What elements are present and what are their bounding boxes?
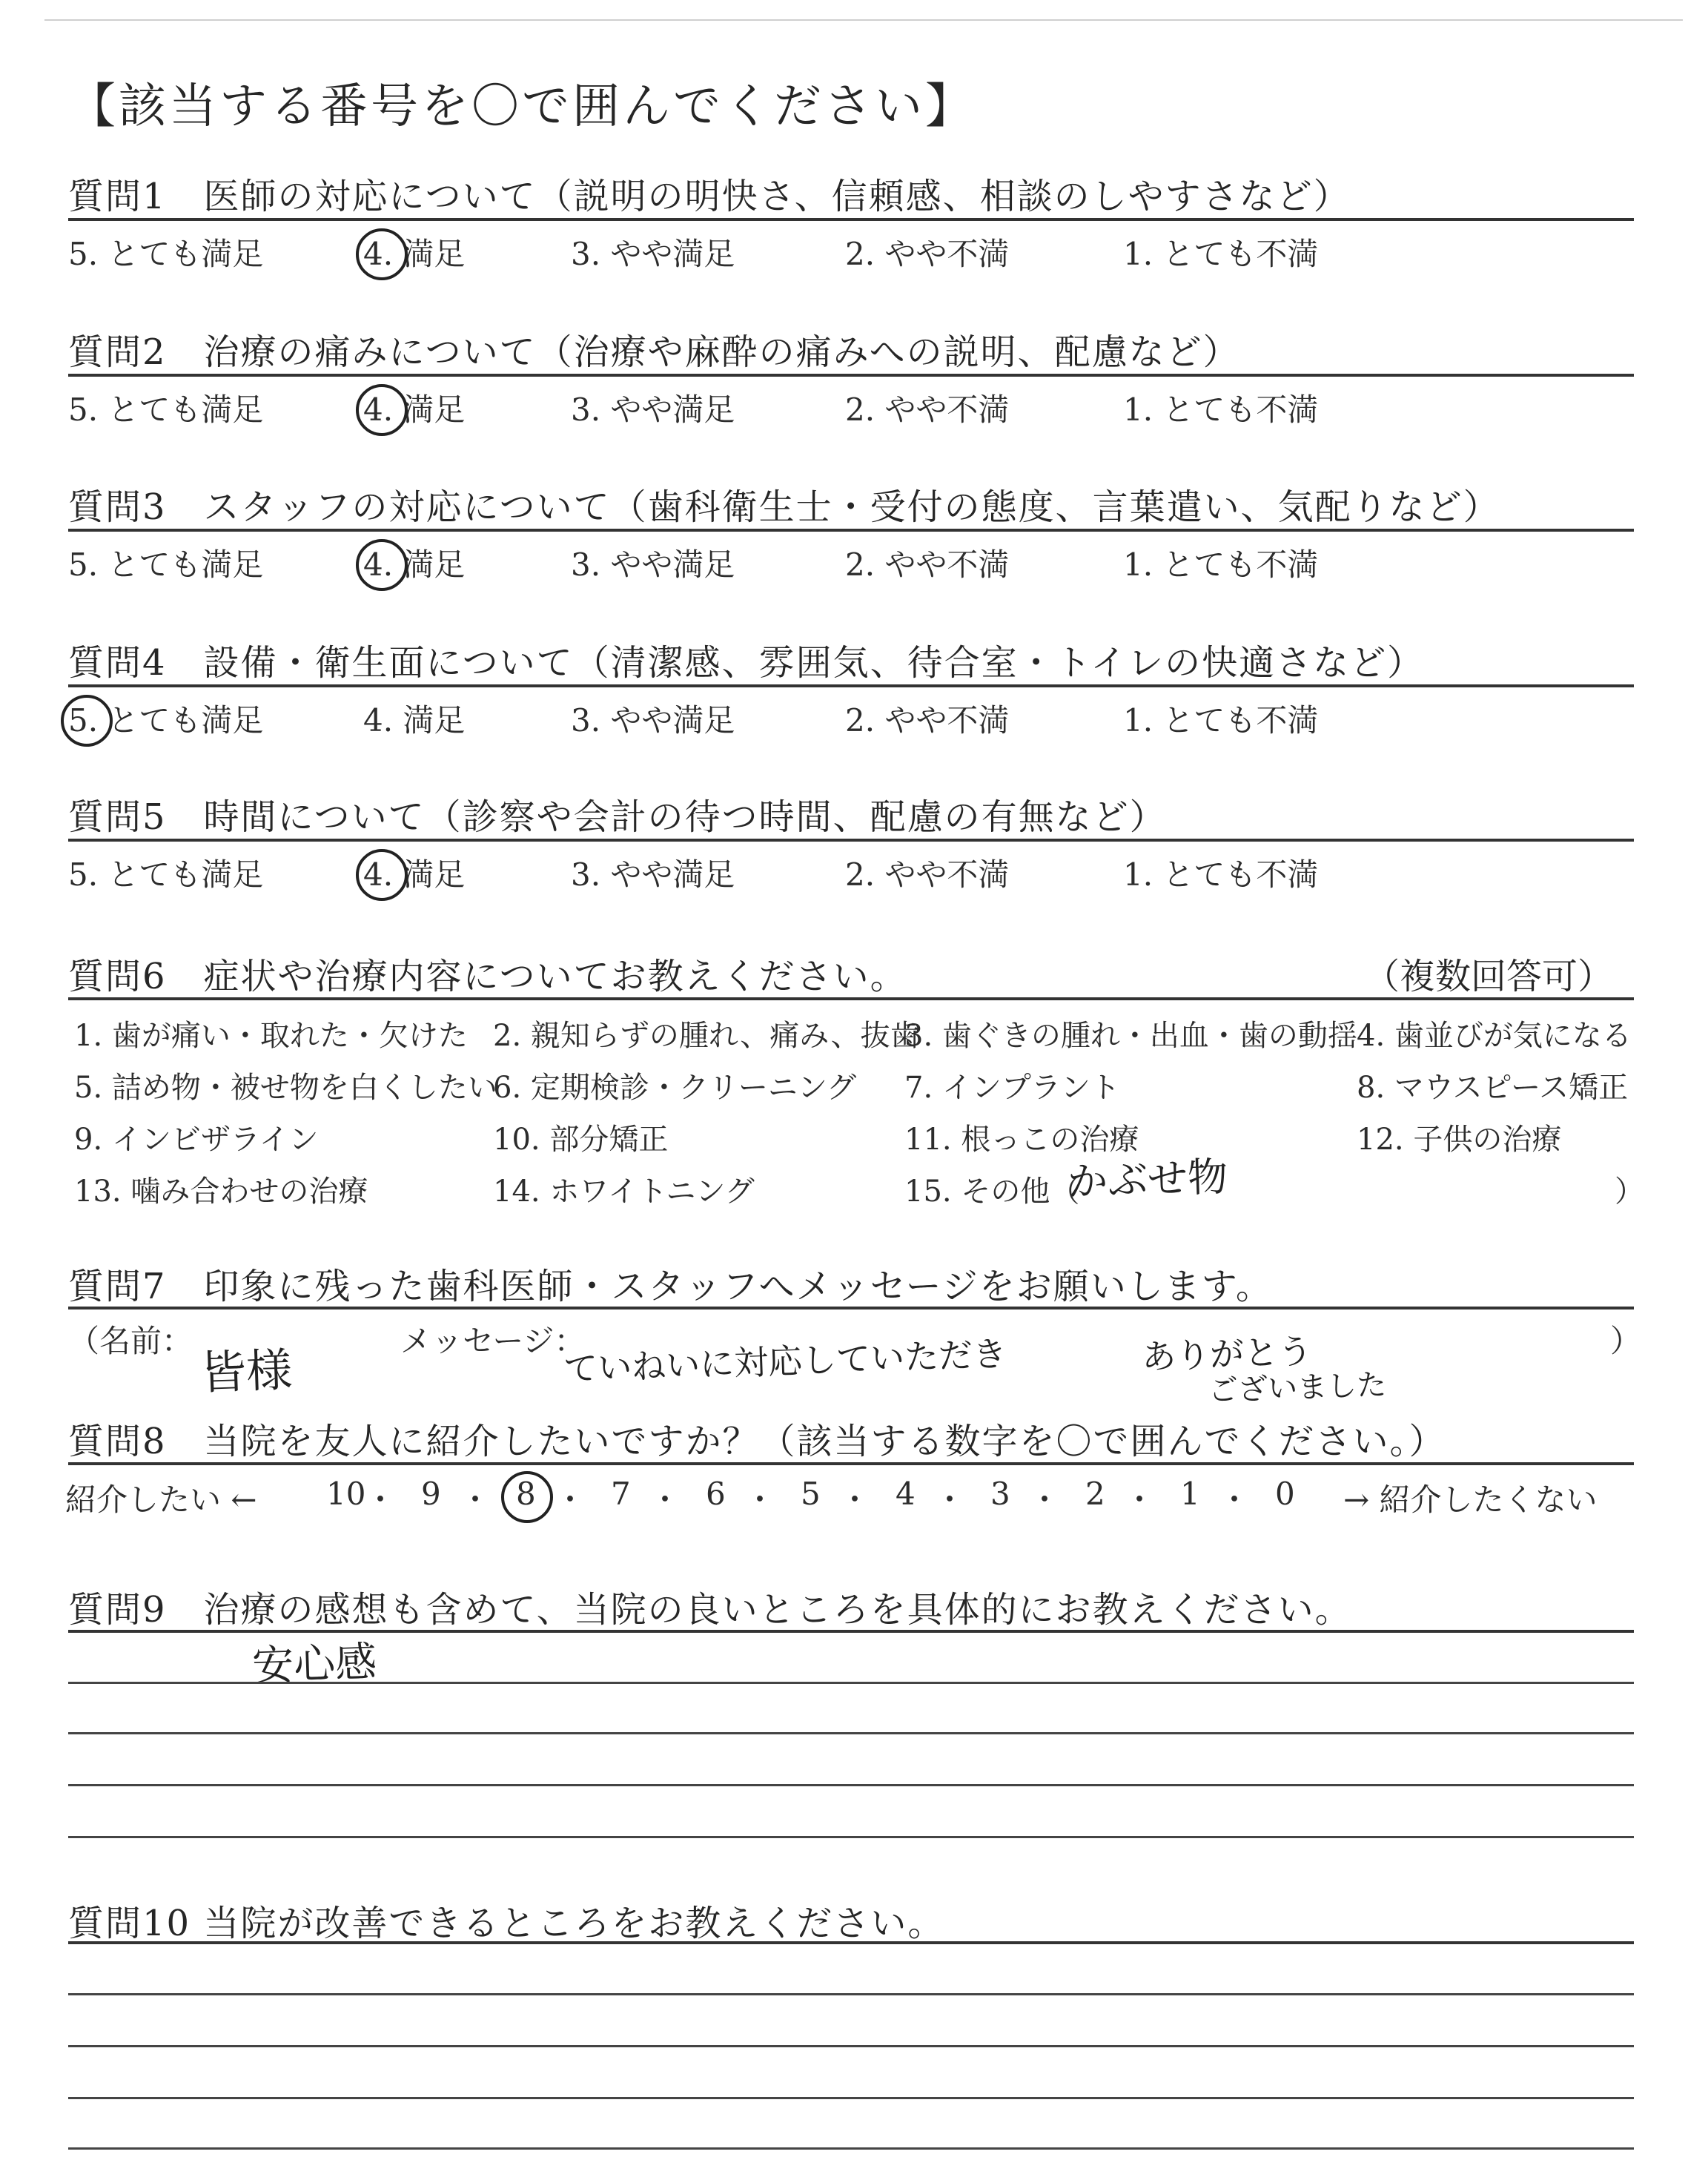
q8-scale-separator: ・ [1219,1482,1251,1518]
q1-title: 質問1 医師の対応について（説明の明快さ、信頼感、相談のしやすさなど） [68,176,1351,217]
q8-scale-6[interactable]: 6 [706,1476,726,1512]
q6-other-close-paren: ） [1615,1175,1644,1209]
q8-scale-separator: ・ [1124,1482,1156,1518]
q10-title: 質問10 当院が改善できるところをお教えください。 [68,1903,945,1944]
q1-option-4[interactable]: 4. 満足 [363,236,466,272]
q5-option-1[interactable]: 1. とても不満 [1123,856,1319,893]
q2-option-1[interactable]: 1. とても不満 [1123,392,1319,428]
q3-option-1[interactable]: 1. とても不満 [1123,546,1319,583]
q1-option-5[interactable]: 5. とても満足 [68,236,264,272]
q6-rule [68,997,1634,1000]
q5-rule [68,839,1634,842]
q8-scale-9[interactable]: 9 [421,1476,441,1512]
q10-answer-line [68,2097,1634,2099]
q6-option-12[interactable]: 12. 子供の治療 [1357,1123,1562,1157]
q10-answer-line [68,1993,1634,1995]
q6-option-7[interactable]: 7. インプラント [904,1071,1120,1105]
q8-scale-7[interactable]: 7 [611,1476,631,1512]
q6-option-10[interactable]: 10. 部分矯正 [493,1123,669,1157]
q4-option-2[interactable]: 2. やや不満 [845,702,1010,739]
q9-answer-line [68,1784,1634,1786]
q8-scale-1[interactable]: 1 [1180,1476,1200,1512]
q6-multiple-note: （複数回答可） [1364,956,1614,997]
q7-message-value-2: ありがとう [1141,1331,1313,1377]
q1-option-3[interactable]: 3. やや満足 [571,236,735,272]
q1-selected-circle [356,228,408,280]
q6-option-2[interactable]: 2. 親知らずの腫れ、痛み、抜歯 [493,1019,920,1053]
q8-scale-separator: ・ [744,1482,776,1518]
q9-answer-line [68,1682,1634,1684]
q1-rule [68,218,1634,221]
q8-left-label: 紹介したい ← [65,1482,257,1518]
q1-option-1[interactable]: 1. とても不満 [1123,236,1319,272]
q5-option-5[interactable]: 5. とても満足 [68,856,264,893]
q6-option-5[interactable]: 5. 詰め物・被せ物を白くしたい [74,1071,497,1105]
q3-option-4[interactable]: 4. 満足 [363,546,466,583]
q8-scale-separator: ・ [839,1482,871,1518]
q2-option-5[interactable]: 5. とても満足 [68,392,264,428]
q8-scale-separator: ・ [365,1482,397,1518]
q9-answer-line [68,1732,1634,1734]
q4-option-3[interactable]: 3. やや満足 [571,702,735,739]
top-border [44,19,1683,21]
q3-option-3[interactable]: 3. やや満足 [571,546,735,583]
q6-option-4[interactable]: 4. 歯並びが気になる [1357,1019,1632,1053]
q2-option-2[interactable]: 2. やや不満 [845,392,1010,428]
q10-answer-line [68,2147,1634,2150]
q7-message-value-3: ございました [1208,1367,1387,1409]
q8-scale-3[interactable]: 3 [990,1476,1010,1512]
q6-option-1[interactable]: 1. 歯が痛い・取れた・欠けた [74,1019,468,1053]
q8-scale-4[interactable]: 4 [896,1476,916,1512]
q2-title: 質問2 治療の痛みについて（治療や麻酔の痛みへの説明、配慮など） [68,331,1240,373]
q4-option-1[interactable]: 1. とても不満 [1123,702,1319,739]
q3-rule [68,529,1634,532]
q6-option-11[interactable]: 11. 根っこの治療 [904,1123,1139,1157]
q7-message-value-1: ていねいに対応していただき [563,1333,1007,1390]
q4-option-4[interactable]: 4. 満足 [363,702,466,739]
q6-option-15[interactable]: 15. その他（ [904,1175,1080,1209]
q3-selected-circle [356,539,408,591]
q7-rule [68,1307,1634,1309]
q4-option-5[interactable]: 5. とても満足 [68,702,264,739]
q7-title: 質問7 印象に残った歯科医師・スタッフへメッセージをお願いします。 [68,1266,1273,1307]
q6-option-13[interactable]: 13. 噛み合わせの治療 [74,1175,368,1209]
q6-option-9[interactable]: 9. インビザライン [74,1123,319,1157]
q9-answer-line [68,1836,1634,1838]
q7-name-label: （名前： [68,1323,193,1359]
q8-scale-separator: ・ [934,1482,966,1518]
q9-answer: 安心感 [251,1638,378,1691]
q8-scale-5[interactable]: 5 [801,1476,821,1512]
q7-name-value: 皆様 [199,1342,294,1401]
q2-selected-circle [356,384,408,436]
q4-selected-circle [61,695,113,747]
q3-option-5[interactable]: 5. とても満足 [68,546,264,583]
q6-option-6[interactable]: 6. 定期検診・クリーニング [493,1071,857,1105]
q8-scale-separator: ・ [555,1482,586,1518]
q5-option-3[interactable]: 3. やや満足 [571,856,735,893]
q5-option-2[interactable]: 2. やや不満 [845,856,1010,893]
q10-answer-line [68,2045,1634,2047]
q8-scale-2[interactable]: 2 [1085,1476,1105,1512]
q8-scale-10[interactable]: 10 [326,1476,366,1512]
q10-rule [68,1941,1634,1944]
q6-other-answer: かぶせ物 [1067,1153,1229,1206]
q2-option-3[interactable]: 3. やや満足 [571,392,735,428]
q3-title: 質問3 スタッフの対応について（歯科衛生士・受付の態度、言葉遣い、気配りなど） [68,486,1500,528]
q8-scale-separator: ・ [649,1482,681,1518]
q8-scale-separator: ・ [460,1482,491,1518]
q6-option-8[interactable]: 8. マウスピース矯正 [1357,1071,1629,1105]
q6-title: 質問6 症状や治療内容についてお教えください。 [68,956,907,997]
q8-title: 質問8 当院を友人に紹介したいですか？（該当する数字を〇で囲んでください。） [68,1421,1446,1462]
q7-message-label: メッセージ： [400,1323,586,1359]
q5-option-4[interactable]: 4. 満足 [363,856,466,893]
q7-close-paren: ） [1610,1323,1642,1359]
q6-option-3[interactable]: 3. 歯ぐきの腫れ・出血・歯の動揺 [904,1019,1357,1053]
q4-rule [68,684,1634,687]
q2-option-4[interactable]: 4. 満足 [363,392,466,428]
q3-option-2[interactable]: 2. やや不満 [845,546,1010,583]
q8-selected-circle [501,1471,553,1523]
q2-rule [68,374,1634,377]
q8-rule [68,1462,1634,1465]
q5-selected-circle [356,849,408,901]
q4-title: 質問4 設備・衛生面について（清潔感、雰囲気、待合室・トイレの快適さなど） [68,642,1425,684]
q8-scale-0[interactable]: 0 [1275,1476,1295,1512]
q8-scale-separator: ・ [1029,1482,1061,1518]
q8-scale-8[interactable]: 8 [516,1476,536,1512]
q6-option-14[interactable]: 14. ホワイトニング [493,1175,755,1209]
q5-title: 質問5 時間について（診察や会計の待つ時間、配慮の有無など） [68,796,1167,838]
q1-option-2[interactable]: 2. やや不満 [845,236,1010,272]
q8-right-label: → 紹介したくない [1343,1482,1598,1518]
q9-title: 質問9 治療の感想も含めて、当院の良いところを具体的にお教えください。 [68,1589,1352,1631]
form-instruction: 【該当する番号を〇で囲んでください】 [68,79,976,134]
